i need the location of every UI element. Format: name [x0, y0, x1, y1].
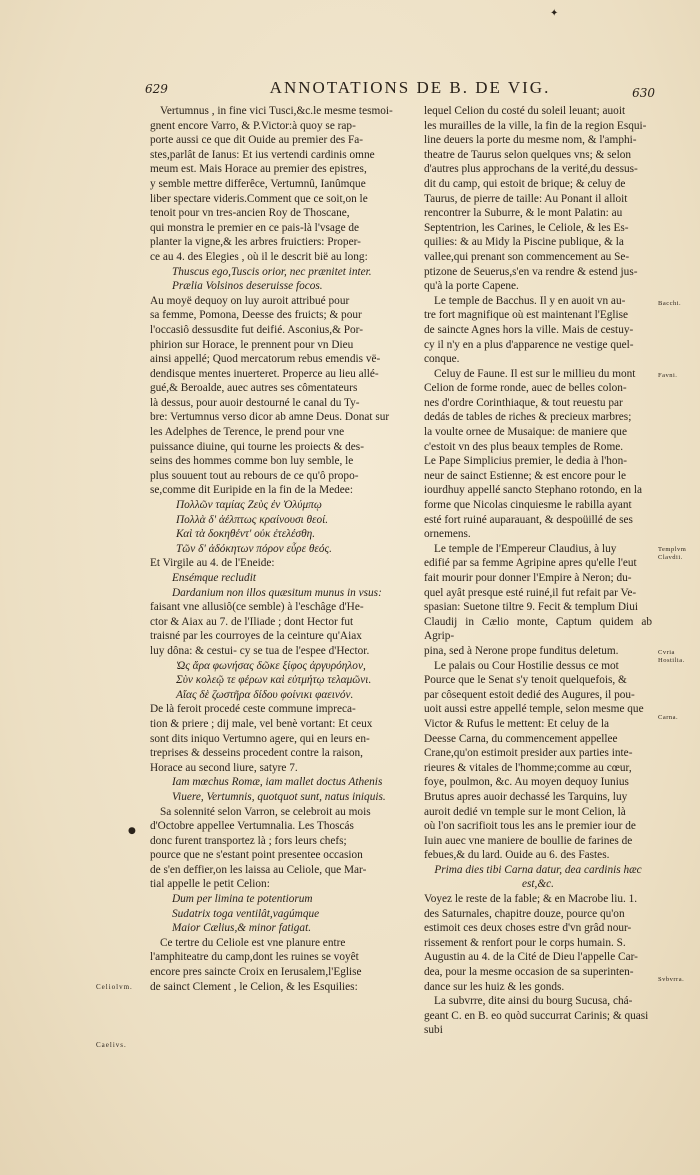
text-paragraph: Prima dies tibi Carna datur, dea cardinis hæc est,&c. — [434, 863, 642, 891]
margin-note-fauni: Favni. — [658, 372, 678, 379]
text-paragraph: Ce tertre du Celiole est vne planure entre l'amphiteatre du camp,dont les ruines se voyêt encore pres saincte Croix en Ierusalem,l'Eglise de sainct Clement , le Celion, & les Esquilies: — [150, 936, 362, 993]
text-paragraph: Thuscus ego,Tuscis orior, nec prænitet inter. Prælia Volsinos deseruisse focos. — [172, 265, 372, 293]
margin-ornament: ● — [128, 826, 136, 836]
running-header — [145, 78, 655, 102]
running-title: ANNOTATIONS DE B. DE VIG. — [269, 78, 551, 97]
text-paragraph: La subvrre, dite ainsi du bourg Sucusa, chá- geant C. en B. eo quòd succurrat Carinis; & quasi subi — [424, 995, 649, 1037]
margin-note-caelius: Caelivs. — [96, 1041, 127, 1049]
right-text-column — [424, 104, 652, 1038]
margin-note-templum-claudii: Templvm Clavdii. — [658, 546, 687, 561]
text-paragraph: Sa solennité selon Varron, se celebroit au mois d'Octobre appellee Vertumnalia. Les Thoscás donc furent transportez là ; fors leurs chefs; pource que ne s'estant point presentee occasion de s'en deffier,on les laissa au Celiole, que Mar- tial appelle le petit Celion: — [150, 805, 371, 891]
margin-note-celiolum: Celiolvm. — [96, 983, 133, 991]
margin-note-curia-hostilia: Cvria Hostilia. — [658, 649, 685, 664]
text-paragraph: Celuy de Faune. Il est sur le millieu du mont Celion de forme ronde, auec de belles colon- nes d'ordre Corinthiaque, & tout reuestu par dedás de tables de riches & precieux marbres; la voulte ornee de Musaique: de maniere que c'estoit vn des plus beaux temples de Rome. Le Pape Simplicius premier, le dedia à l'hon- neur de sainct Estienne; & est encore pour le iourdhuy appellé sancto Stephano rotondo, en la forme que Nicolas cinquiesme le rabilla ayant esté fort ruiné auparauant, & despoüillé de ses ornemens. — [424, 367, 643, 541]
left-text-column — [150, 104, 412, 994]
text-paragraph: lequel Celion du costé du soleil leuant; auoit les murailles de la ville, la fin de la region Esqui- line deuers la porte du mesme nom, & l'amphi- theatre de Taurus selon quelques vns; & selon d'autres plus approchans de la verité,du dessus- dit du camp, qui estoit de brique; & celuy de Taurus, de pierre de taille: Au Ponant il alloit rencontrer la Suburre, & le mont Palatin: au Septentrion, les Carines, le Celiole, & les Es- quilies: & au Midy la Piscine publique, & la vallee,qui prenant son commencement au Se- ptizone de Seuerus,s'en va rendre & estend jus- qu'à la porte Capene. — [424, 105, 647, 293]
text-paragraph: Dum per limina te potentiorum Sudatrix toga ventilât,vagúmque Maior Cælius,& minor fatigat. — [172, 893, 320, 935]
text-paragraph: Et Virgile au 4. de l'Eneide: — [150, 557, 275, 570]
text-paragraph: De là feroit procedé ceste commune impreca- tion & priere ; dij male, vel benè vortant: Et ceux sont dits iniquo Vertumno agere, qui en leurs en- treprises & desseins procedent contre la raison, Horace au second liure, satyre 7. — [150, 703, 373, 774]
page-number-left: 629 — [145, 82, 168, 96]
corner-mark: ✦ — [550, 8, 559, 19]
page-number-right: 630 — [632, 86, 655, 100]
text-paragraph: Le palais ou Cour Hostilie dessus ce mot Pource que le Senat s'y tenoit quelquefois, & par côsequent estoit dedié des Augures, il pou- uoit aussi estre appellé temple, selon mesme que Victor & Rufus le mettent: Et celuy de la Deesse Carna, du commencement appellee Crane,qu'on estimoit presider aux parties inte- rieures & vitales de l'homme;comme au cœur, foye, poulmon, &c. Au moyen dequoy Iunius Brutus apres auoir dechassé les Tarquins, luy auroit dedié vn temple sur le mont Celion, là où l'on sacrifioit tous les ans le premier iour de Iuin auec vne maniere de boullie de farines de febues,& du lard. Ouide au 6. des Fastes. — [424, 659, 644, 862]
text-paragraph: Ὡς ἄρα φωνήσας δῶκε ξίφος ἀργυρόηλον, Σὺν κολεῷ τε φέρων καὶ εὐτμήτῳ τελαμῶνι. Αἴας δὲ ζωστῆρα δίδου φοίνικι φαεινόν. — [176, 659, 372, 701]
text-paragraph: Le temple de Bacchus. Il y en auoit vn au- tre fort magnifique où est maintenant l'Eglise de saincte Agnes hors la ville. Mais de cestuy- cy il n'y en a plus d'apparence ne vestige quel- conque. — [424, 294, 634, 366]
text-paragraph: Au moyë dequoy on luy auroit attribué pour sa femme, Pomona, Deesse des fruicts; & pour l'occasiô dessusdite fut deifié. Asconius,& Por- phirion sur Horace, le prennent pour vn Dieu ainsi appellé; Quod mercatorum rebus emendis vë- dendisque mentes inuerteret. Properce au lieu allé- gué,& Beroalde, auec autres ses cômentateurs là dessus, pour auoir destourné le canal du Ty- bre: Vertumnus verso dicor ab amne Deus. Donat sur les Adelphes de Terence, le prend pour vne puissance diuine, qui tourne les proiects & des- seins des hommes comme bon luy semble, le plus souuent tout au rebours de ce qu'ô propo- se,comme dit Euripide en la fin de la Medee: — [150, 294, 390, 497]
margin-note-suburra: Svbvrra. — [658, 976, 685, 983]
text-paragraph: Iam mœchus Romæ, iam mallet doctus Athenis Viuere, Vertumnis, quotquot sunt, natus iniquis. — [172, 776, 386, 803]
text-paragraph: faisant vne allusiô(ce semble) à l'eschâge d'He- ctor & Aiax au 7. de l'Iliade ; dont Hector fut traisné par les courroyes de la ceinture qu'Aiax luy dôna: & cestui- cy se tua de l'espee d'Hector. — [150, 601, 370, 657]
text-paragraph: Vertumnus , in fine vici Tusci,&c.le mesme tesmoi- gnent encore Varro, & P.Victor:à quoy se rap- porte aussi ce que dit Ouide au premier des Fa- stes,parlât de Ianus: Et ius vertendi cardinis omne meum est. Mais Horace au premier des epistres, y semble mettre differêce, Vertumnû, Ianûmque liber spectare videris.Comment que ce soit,on le tenoit pour vn tres-ancien Roy de Thoscane, qui monstra le premier en ce pais-là l'vsage de planter la vigne,& les arbres fruictiers: Proper- ce au 4. des Elegies , où il le descrit bië au long: — [150, 105, 393, 263]
text-paragraph: Ensémque recludit Dardanium non illos quæsitum munus in vsus: — [172, 572, 382, 599]
text-paragraph: Πολλῶν ταμίας Ζεὺς ἐν Ὀλύμπῳ Πολλὰ δ' ἀέλπτως κραίνουσι θεοί. Καὶ τὰ δοκηθέντ' οὐκ ἐτελέσθη. Τῶν δ' ἀδόκητων πόρον εὗρε θεός. — [176, 499, 332, 555]
text-paragraph: Le temple de l'Empereur Claudius, à luy edifié par sa femme Agripine apres qu'elle l'eut fait mourir pour donner l'Empire à Neron; du- quel ayât presque esté ruiné,il fut refait par Ve- spasian: Suetone tiltre 9. Fecit & templum Diui Claudij in Cælio monte, Captum quidem ab Agrip- pina, sed à Nerone prope funditus deletum. — [424, 542, 652, 657]
margin-note-carna: Carna. — [658, 714, 679, 721]
margin-note-bacchi: Bacchi. — [658, 300, 682, 307]
text-paragraph: Voyez le reste de la fable; & en Macrobe liu. 1. des Saturnales, chapitre douze, pource qu'on estimoit ces deux choses estre d'vn grâd nour- rissement & renfort pour le corps humain. S. Augustin au 4. de la Cité de Dieu l'appelle Car- dea, pour la mesme occasion de sa superinten- dance sur les huiz & les gonds. — [424, 893, 638, 993]
